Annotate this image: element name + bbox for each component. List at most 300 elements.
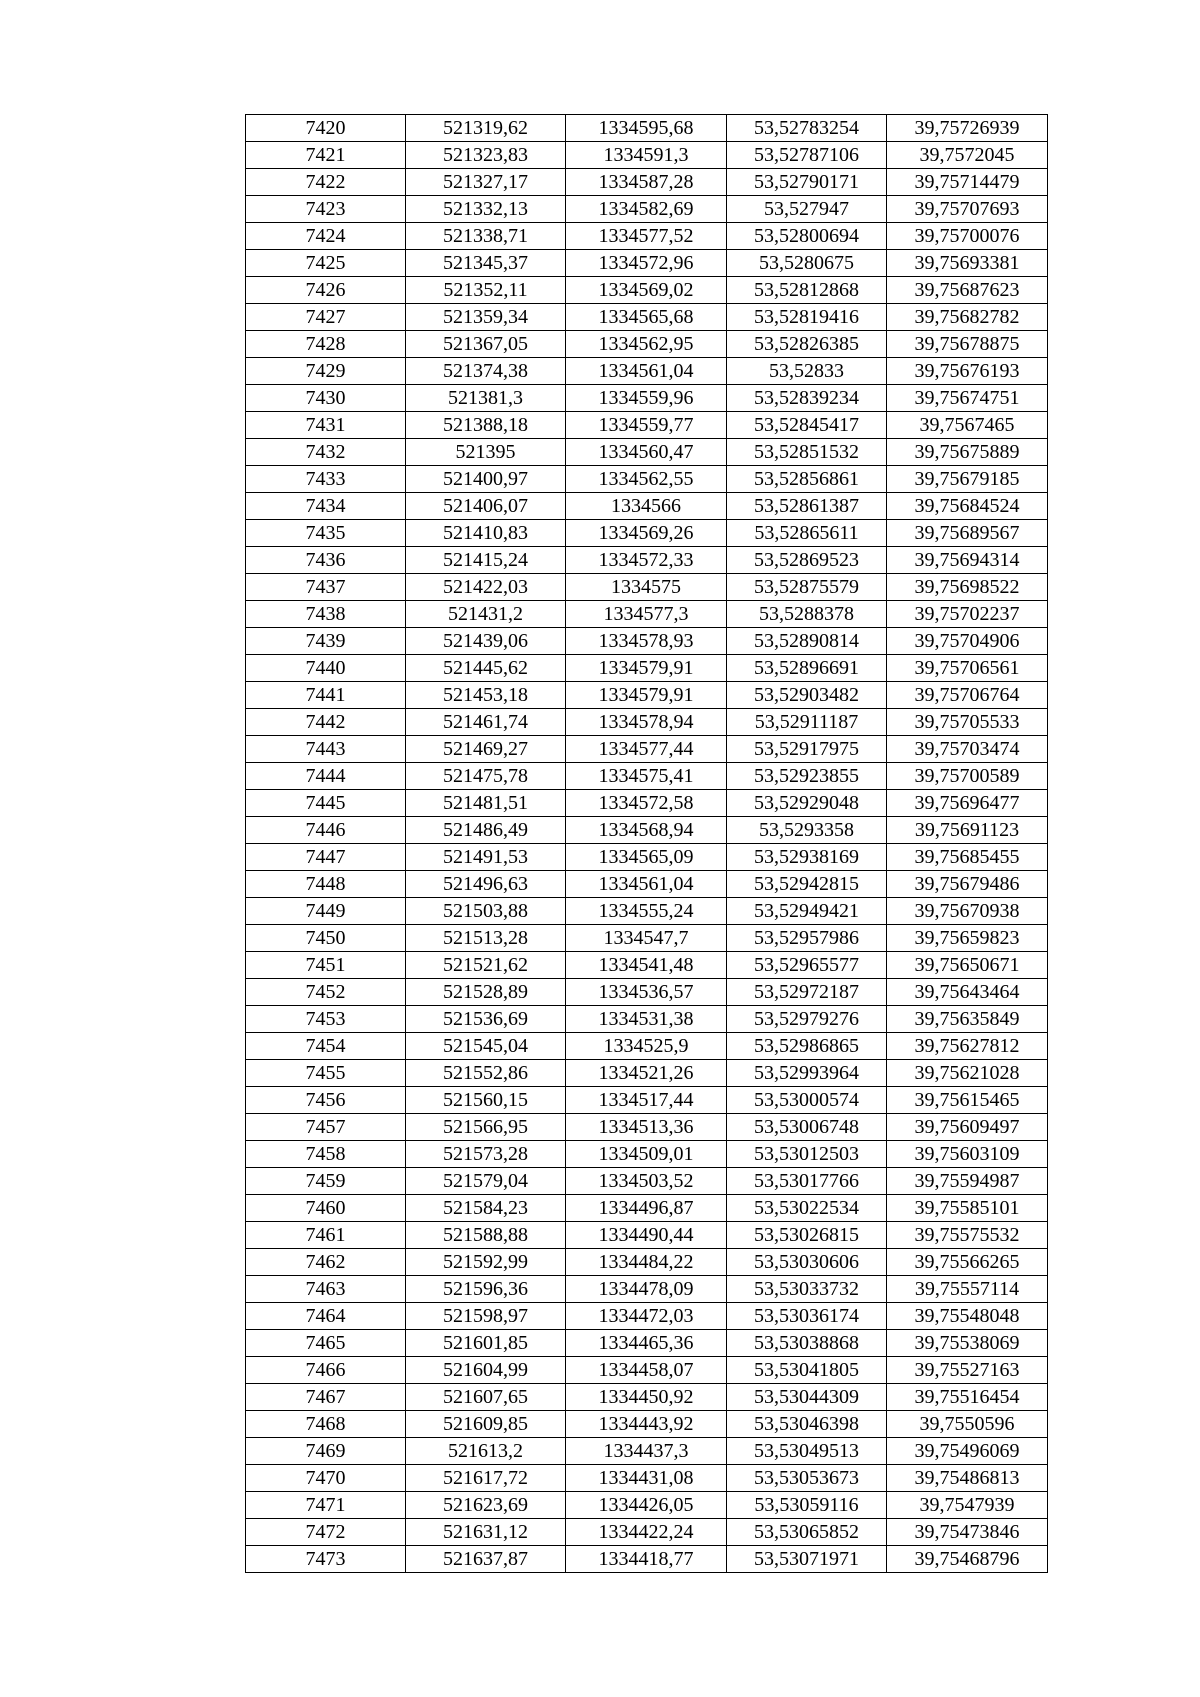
- y-coordinate-cell: 1334568,94: [566, 817, 727, 844]
- longitude-cell: 39,7572045: [887, 142, 1048, 169]
- point-number-cell: 7441: [246, 682, 406, 709]
- table-row: [246, 412, 1048, 439]
- x-coordinate-cell: 521596,36: [406, 1276, 566, 1303]
- latitude-cell: 53,53046398: [727, 1411, 887, 1438]
- y-coordinate-cell: 1334443,92: [566, 1411, 727, 1438]
- table-row: [246, 1114, 1048, 1141]
- y-coordinate-cell: 1334437,3: [566, 1438, 727, 1465]
- longitude-cell: 39,75496069: [887, 1438, 1048, 1465]
- latitude-cell: 53,52917975: [727, 736, 887, 763]
- longitude-cell: 39,75675889: [887, 439, 1048, 466]
- latitude-cell: 53,52890814: [727, 628, 887, 655]
- y-coordinate-cell: 1334561,04: [566, 871, 727, 898]
- x-coordinate-cell: 521453,18: [406, 682, 566, 709]
- table-row: [246, 655, 1048, 682]
- table-row: [246, 1006, 1048, 1033]
- longitude-cell: 39,75674751: [887, 385, 1048, 412]
- longitude-cell: 39,75684524: [887, 493, 1048, 520]
- table-row: [246, 736, 1048, 763]
- x-coordinate-cell: 521439,06: [406, 628, 566, 655]
- y-coordinate-cell: 1334490,44: [566, 1222, 727, 1249]
- point-number-cell: 7450: [246, 925, 406, 952]
- point-number-cell: 7431: [246, 412, 406, 439]
- x-coordinate-cell: 521491,53: [406, 844, 566, 871]
- table-row: [246, 1222, 1048, 1249]
- x-coordinate-cell: 521609,85: [406, 1411, 566, 1438]
- latitude-cell: 53,52938169: [727, 844, 887, 871]
- y-coordinate-cell: 1334509,01: [566, 1141, 727, 1168]
- y-coordinate-cell: 1334426,05: [566, 1492, 727, 1519]
- x-coordinate-cell: 521521,62: [406, 952, 566, 979]
- x-coordinate-cell: 521486,49: [406, 817, 566, 844]
- table-row: [246, 628, 1048, 655]
- table-row: [246, 709, 1048, 736]
- table-row: [246, 1249, 1048, 1276]
- latitude-cell: 53,52993964: [727, 1060, 887, 1087]
- longitude-cell: 39,7550596: [887, 1411, 1048, 1438]
- table-row: [246, 817, 1048, 844]
- x-coordinate-cell: 521536,69: [406, 1006, 566, 1033]
- point-number-cell: 7465: [246, 1330, 406, 1357]
- longitude-cell: 39,75585101: [887, 1195, 1048, 1222]
- x-coordinate-cell: 521545,04: [406, 1033, 566, 1060]
- table-row: [246, 169, 1048, 196]
- table-row: [246, 1411, 1048, 1438]
- longitude-cell: 39,75698522: [887, 574, 1048, 601]
- latitude-cell: 53,52787106: [727, 142, 887, 169]
- longitude-cell: 39,75714479: [887, 169, 1048, 196]
- longitude-cell: 39,75670938: [887, 898, 1048, 925]
- x-coordinate-cell: 521381,3: [406, 385, 566, 412]
- longitude-cell: 39,75685455: [887, 844, 1048, 871]
- longitude-cell: 39,75682782: [887, 304, 1048, 331]
- longitude-cell: 39,75700076: [887, 223, 1048, 250]
- latitude-cell: 53,52826385: [727, 331, 887, 358]
- point-number-cell: 7469: [246, 1438, 406, 1465]
- point-number-cell: 7448: [246, 871, 406, 898]
- y-coordinate-cell: 1334565,68: [566, 304, 727, 331]
- table-row: [246, 304, 1048, 331]
- x-coordinate-cell: 521566,95: [406, 1114, 566, 1141]
- table-row: [246, 142, 1048, 169]
- latitude-cell: 53,5293358: [727, 817, 887, 844]
- y-coordinate-cell: 1334587,28: [566, 169, 727, 196]
- point-number-cell: 7457: [246, 1114, 406, 1141]
- latitude-cell: 53,5280675: [727, 250, 887, 277]
- point-number-cell: 7445: [246, 790, 406, 817]
- y-coordinate-cell: 1334555,24: [566, 898, 727, 925]
- y-coordinate-cell: 1334591,3: [566, 142, 727, 169]
- latitude-cell: 53,53038868: [727, 1330, 887, 1357]
- longitude-cell: 39,75603109: [887, 1141, 1048, 1168]
- latitude-cell: 53,527947: [727, 196, 887, 223]
- x-coordinate-cell: 521345,37: [406, 250, 566, 277]
- point-number-cell: 7436: [246, 547, 406, 574]
- longitude-cell: 39,75702237: [887, 601, 1048, 628]
- x-coordinate-cell: 521327,17: [406, 169, 566, 196]
- y-coordinate-cell: 1334578,93: [566, 628, 727, 655]
- y-coordinate-cell: 1334582,69: [566, 196, 727, 223]
- x-coordinate-cell: 521475,78: [406, 763, 566, 790]
- y-coordinate-cell: 1334566: [566, 493, 727, 520]
- table-row: [246, 1330, 1048, 1357]
- latitude-cell: 53,52875579: [727, 574, 887, 601]
- point-number-cell: 7471: [246, 1492, 406, 1519]
- y-coordinate-cell: 1334465,36: [566, 1330, 727, 1357]
- y-coordinate-cell: 1334572,33: [566, 547, 727, 574]
- point-number-cell: 7473: [246, 1546, 406, 1573]
- longitude-cell: 39,75705533: [887, 709, 1048, 736]
- table-row: [246, 1168, 1048, 1195]
- table-row: [246, 898, 1048, 925]
- point-number-cell: 7423: [246, 196, 406, 223]
- x-coordinate-cell: 521319,62: [406, 115, 566, 142]
- x-coordinate-cell: 521584,23: [406, 1195, 566, 1222]
- y-coordinate-cell: 1334422,24: [566, 1519, 727, 1546]
- table-row: [246, 1492, 1048, 1519]
- x-coordinate-cell: 521374,38: [406, 358, 566, 385]
- point-number-cell: 7455: [246, 1060, 406, 1087]
- longitude-cell: 39,75706561: [887, 655, 1048, 682]
- longitude-cell: 39,75689567: [887, 520, 1048, 547]
- y-coordinate-cell: 1334595,68: [566, 115, 727, 142]
- y-coordinate-cell: 1334575: [566, 574, 727, 601]
- point-number-cell: 7446: [246, 817, 406, 844]
- x-coordinate-cell: 521469,27: [406, 736, 566, 763]
- x-coordinate-cell: 521400,97: [406, 466, 566, 493]
- table-row: [246, 574, 1048, 601]
- longitude-cell: 39,75694314: [887, 547, 1048, 574]
- y-coordinate-cell: 1334525,9: [566, 1033, 727, 1060]
- point-number-cell: 7444: [246, 763, 406, 790]
- table-row: [246, 1465, 1048, 1492]
- coordinates-table: [245, 114, 1048, 1573]
- table-row: [246, 439, 1048, 466]
- latitude-cell: 53,53036174: [727, 1303, 887, 1330]
- latitude-cell: 53,52790171: [727, 169, 887, 196]
- latitude-cell: 53,53022534: [727, 1195, 887, 1222]
- table-row: [246, 1303, 1048, 1330]
- point-number-cell: 7452: [246, 979, 406, 1006]
- x-coordinate-cell: 521604,99: [406, 1357, 566, 1384]
- longitude-cell: 39,75575532: [887, 1222, 1048, 1249]
- table-row: [246, 1384, 1048, 1411]
- point-number-cell: 7447: [246, 844, 406, 871]
- longitude-cell: 39,75707693: [887, 196, 1048, 223]
- y-coordinate-cell: 1334450,92: [566, 1384, 727, 1411]
- longitude-cell: 39,75676193: [887, 358, 1048, 385]
- y-coordinate-cell: 1334531,38: [566, 1006, 727, 1033]
- table-row: [246, 358, 1048, 385]
- x-coordinate-cell: 521579,04: [406, 1168, 566, 1195]
- table-row: [246, 547, 1048, 574]
- point-number-cell: 7443: [246, 736, 406, 763]
- longitude-cell: 39,75615465: [887, 1087, 1048, 1114]
- x-coordinate-cell: 521528,89: [406, 979, 566, 1006]
- latitude-cell: 53,52942815: [727, 871, 887, 898]
- latitude-cell: 53,52783254: [727, 115, 887, 142]
- point-number-cell: 7462: [246, 1249, 406, 1276]
- longitude-cell: 39,75635849: [887, 1006, 1048, 1033]
- longitude-cell: 39,75679486: [887, 871, 1048, 898]
- x-coordinate-cell: 521481,51: [406, 790, 566, 817]
- longitude-cell: 39,75527163: [887, 1357, 1048, 1384]
- longitude-cell: 39,75486813: [887, 1465, 1048, 1492]
- table-row: [246, 925, 1048, 952]
- y-coordinate-cell: 1334577,44: [566, 736, 727, 763]
- x-coordinate-cell: 521422,03: [406, 574, 566, 601]
- coordinates-table-body: [246, 115, 1048, 1573]
- longitude-cell: 39,75473846: [887, 1519, 1048, 1546]
- longitude-cell: 39,75557114: [887, 1276, 1048, 1303]
- table-row: [246, 331, 1048, 358]
- x-coordinate-cell: 521445,62: [406, 655, 566, 682]
- y-coordinate-cell: 1334472,03: [566, 1303, 727, 1330]
- y-coordinate-cell: 1334503,52: [566, 1168, 727, 1195]
- y-coordinate-cell: 1334562,55: [566, 466, 727, 493]
- x-coordinate-cell: 521631,12: [406, 1519, 566, 1546]
- longitude-cell: 39,75704906: [887, 628, 1048, 655]
- latitude-cell: 53,52979276: [727, 1006, 887, 1033]
- x-coordinate-cell: 521338,71: [406, 223, 566, 250]
- y-coordinate-cell: 1334562,95: [566, 331, 727, 358]
- x-coordinate-cell: 521332,13: [406, 196, 566, 223]
- latitude-cell: 53,52923855: [727, 763, 887, 790]
- latitude-cell: 53,52911187: [727, 709, 887, 736]
- point-number-cell: 7432: [246, 439, 406, 466]
- longitude-cell: 39,75548048: [887, 1303, 1048, 1330]
- x-coordinate-cell: 521552,86: [406, 1060, 566, 1087]
- table-row: [246, 493, 1048, 520]
- table-row: [246, 385, 1048, 412]
- point-number-cell: 7458: [246, 1141, 406, 1168]
- y-coordinate-cell: 1334547,7: [566, 925, 727, 952]
- latitude-cell: 53,52861387: [727, 493, 887, 520]
- latitude-cell: 53,52865611: [727, 520, 887, 547]
- latitude-cell: 53,52845417: [727, 412, 887, 439]
- x-coordinate-cell: 521367,05: [406, 331, 566, 358]
- longitude-cell: 39,75650671: [887, 952, 1048, 979]
- table-row: [246, 520, 1048, 547]
- latitude-cell: 53,53026815: [727, 1222, 887, 1249]
- y-coordinate-cell: 1334579,91: [566, 655, 727, 682]
- y-coordinate-cell: 1334559,77: [566, 412, 727, 439]
- point-number-cell: 7426: [246, 277, 406, 304]
- point-number-cell: 7459: [246, 1168, 406, 1195]
- longitude-cell: 39,7567465: [887, 412, 1048, 439]
- point-number-cell: 7472: [246, 1519, 406, 1546]
- point-number-cell: 7461: [246, 1222, 406, 1249]
- x-coordinate-cell: 521637,87: [406, 1546, 566, 1573]
- latitude-cell: 53,52903482: [727, 682, 887, 709]
- point-number-cell: 7454: [246, 1033, 406, 1060]
- table-row: [246, 196, 1048, 223]
- table-row: [246, 1141, 1048, 1168]
- point-number-cell: 7422: [246, 169, 406, 196]
- point-number-cell: 7467: [246, 1384, 406, 1411]
- latitude-cell: 53,52965577: [727, 952, 887, 979]
- longitude-cell: 39,75706764: [887, 682, 1048, 709]
- latitude-cell: 53,53006748: [727, 1114, 887, 1141]
- longitude-cell: 39,75659823: [887, 925, 1048, 952]
- table-row: [246, 871, 1048, 898]
- latitude-cell: 53,52856861: [727, 466, 887, 493]
- x-coordinate-cell: 521461,74: [406, 709, 566, 736]
- longitude-cell: 39,75703474: [887, 736, 1048, 763]
- x-coordinate-cell: 521359,34: [406, 304, 566, 331]
- latitude-cell: 53,52896691: [727, 655, 887, 682]
- x-coordinate-cell: 521613,2: [406, 1438, 566, 1465]
- table-row: [246, 115, 1048, 142]
- table-row: [246, 601, 1048, 628]
- point-number-cell: 7437: [246, 574, 406, 601]
- y-coordinate-cell: 1334577,3: [566, 601, 727, 628]
- point-number-cell: 7430: [246, 385, 406, 412]
- point-number-cell: 7460: [246, 1195, 406, 1222]
- x-coordinate-cell: 521513,28: [406, 925, 566, 952]
- point-number-cell: 7453: [246, 1006, 406, 1033]
- latitude-cell: 53,52812868: [727, 277, 887, 304]
- y-coordinate-cell: 1334579,91: [566, 682, 727, 709]
- longitude-cell: 39,75516454: [887, 1384, 1048, 1411]
- x-coordinate-cell: 521560,15: [406, 1087, 566, 1114]
- y-coordinate-cell: 1334418,77: [566, 1546, 727, 1573]
- y-coordinate-cell: 1334569,26: [566, 520, 727, 547]
- longitude-cell: 39,7547939: [887, 1492, 1048, 1519]
- latitude-cell: 53,52839234: [727, 385, 887, 412]
- y-coordinate-cell: 1334577,52: [566, 223, 727, 250]
- point-number-cell: 7449: [246, 898, 406, 925]
- point-number-cell: 7468: [246, 1411, 406, 1438]
- x-coordinate-cell: 521323,83: [406, 142, 566, 169]
- latitude-cell: 53,53044309: [727, 1384, 887, 1411]
- x-coordinate-cell: 521431,2: [406, 601, 566, 628]
- point-number-cell: 7438: [246, 601, 406, 628]
- longitude-cell: 39,75691123: [887, 817, 1048, 844]
- latitude-cell: 53,52986865: [727, 1033, 887, 1060]
- point-number-cell: 7439: [246, 628, 406, 655]
- x-coordinate-cell: 521607,65: [406, 1384, 566, 1411]
- point-number-cell: 7429: [246, 358, 406, 385]
- point-number-cell: 7434: [246, 493, 406, 520]
- y-coordinate-cell: 1334578,94: [566, 709, 727, 736]
- latitude-cell: 53,52929048: [727, 790, 887, 817]
- y-coordinate-cell: 1334513,36: [566, 1114, 727, 1141]
- table-row: [246, 790, 1048, 817]
- point-number-cell: 7424: [246, 223, 406, 250]
- x-coordinate-cell: 521588,88: [406, 1222, 566, 1249]
- y-coordinate-cell: 1334484,22: [566, 1249, 727, 1276]
- x-coordinate-cell: 521592,99: [406, 1249, 566, 1276]
- x-coordinate-cell: 521496,63: [406, 871, 566, 898]
- latitude-cell: 53,53053673: [727, 1465, 887, 1492]
- x-coordinate-cell: 521388,18: [406, 412, 566, 439]
- latitude-cell: 53,53041805: [727, 1357, 887, 1384]
- y-coordinate-cell: 1334560,47: [566, 439, 727, 466]
- longitude-cell: 39,75627812: [887, 1033, 1048, 1060]
- y-coordinate-cell: 1334431,08: [566, 1465, 727, 1492]
- latitude-cell: 53,52851532: [727, 439, 887, 466]
- longitude-cell: 39,75678875: [887, 331, 1048, 358]
- y-coordinate-cell: 1334541,48: [566, 952, 727, 979]
- table-row: [246, 466, 1048, 493]
- table-row: [246, 1276, 1048, 1303]
- table-row: [246, 277, 1048, 304]
- longitude-cell: 39,75679185: [887, 466, 1048, 493]
- point-number-cell: 7442: [246, 709, 406, 736]
- latitude-cell: 53,52819416: [727, 304, 887, 331]
- table-row: [246, 1087, 1048, 1114]
- longitude-cell: 39,75594987: [887, 1168, 1048, 1195]
- point-number-cell: 7456: [246, 1087, 406, 1114]
- table-row: [246, 844, 1048, 871]
- latitude-cell: 53,52869523: [727, 547, 887, 574]
- y-coordinate-cell: 1334536,57: [566, 979, 727, 1006]
- latitude-cell: 53,53017766: [727, 1168, 887, 1195]
- latitude-cell: 53,53000574: [727, 1087, 887, 1114]
- table-row: [246, 223, 1048, 250]
- longitude-cell: 39,75609497: [887, 1114, 1048, 1141]
- x-coordinate-cell: 521598,97: [406, 1303, 566, 1330]
- latitude-cell: 53,52833: [727, 358, 887, 385]
- latitude-cell: 53,52800694: [727, 223, 887, 250]
- y-coordinate-cell: 1334565,09: [566, 844, 727, 871]
- point-number-cell: 7420: [246, 115, 406, 142]
- point-number-cell: 7466: [246, 1357, 406, 1384]
- longitude-cell: 39,75621028: [887, 1060, 1048, 1087]
- x-coordinate-cell: 521406,07: [406, 493, 566, 520]
- x-coordinate-cell: 521352,11: [406, 277, 566, 304]
- x-coordinate-cell: 521395: [406, 439, 566, 466]
- latitude-cell: 53,53030606: [727, 1249, 887, 1276]
- y-coordinate-cell: 1334572,96: [566, 250, 727, 277]
- y-coordinate-cell: 1334478,09: [566, 1276, 727, 1303]
- table-row: [246, 250, 1048, 277]
- x-coordinate-cell: 521573,28: [406, 1141, 566, 1168]
- latitude-cell: 53,53012503: [727, 1141, 887, 1168]
- table-row: [246, 1357, 1048, 1384]
- longitude-cell: 39,75700589: [887, 763, 1048, 790]
- table-row: [246, 1438, 1048, 1465]
- longitude-cell: 39,75468796: [887, 1546, 1048, 1573]
- y-coordinate-cell: 1334458,07: [566, 1357, 727, 1384]
- point-number-cell: 7435: [246, 520, 406, 547]
- point-number-cell: 7463: [246, 1276, 406, 1303]
- longitude-cell: 39,75643464: [887, 979, 1048, 1006]
- longitude-cell: 39,75726939: [887, 115, 1048, 142]
- longitude-cell: 39,75693381: [887, 250, 1048, 277]
- table-row: [246, 1546, 1048, 1573]
- y-coordinate-cell: 1334521,26: [566, 1060, 727, 1087]
- point-number-cell: 7425: [246, 250, 406, 277]
- y-coordinate-cell: 1334569,02: [566, 277, 727, 304]
- latitude-cell: 53,5288378: [727, 601, 887, 628]
- table-row: [246, 763, 1048, 790]
- x-coordinate-cell: 521503,88: [406, 898, 566, 925]
- x-coordinate-cell: 521617,72: [406, 1465, 566, 1492]
- y-coordinate-cell: 1334517,44: [566, 1087, 727, 1114]
- y-coordinate-cell: 1334572,58: [566, 790, 727, 817]
- longitude-cell: 39,75687623: [887, 277, 1048, 304]
- latitude-cell: 53,53059116: [727, 1492, 887, 1519]
- point-number-cell: 7421: [246, 142, 406, 169]
- longitude-cell: 39,75566265: [887, 1249, 1048, 1276]
- y-coordinate-cell: 1334575,41: [566, 763, 727, 790]
- point-number-cell: 7470: [246, 1465, 406, 1492]
- y-coordinate-cell: 1334559,96: [566, 385, 727, 412]
- point-number-cell: 7440: [246, 655, 406, 682]
- latitude-cell: 53,52957986: [727, 925, 887, 952]
